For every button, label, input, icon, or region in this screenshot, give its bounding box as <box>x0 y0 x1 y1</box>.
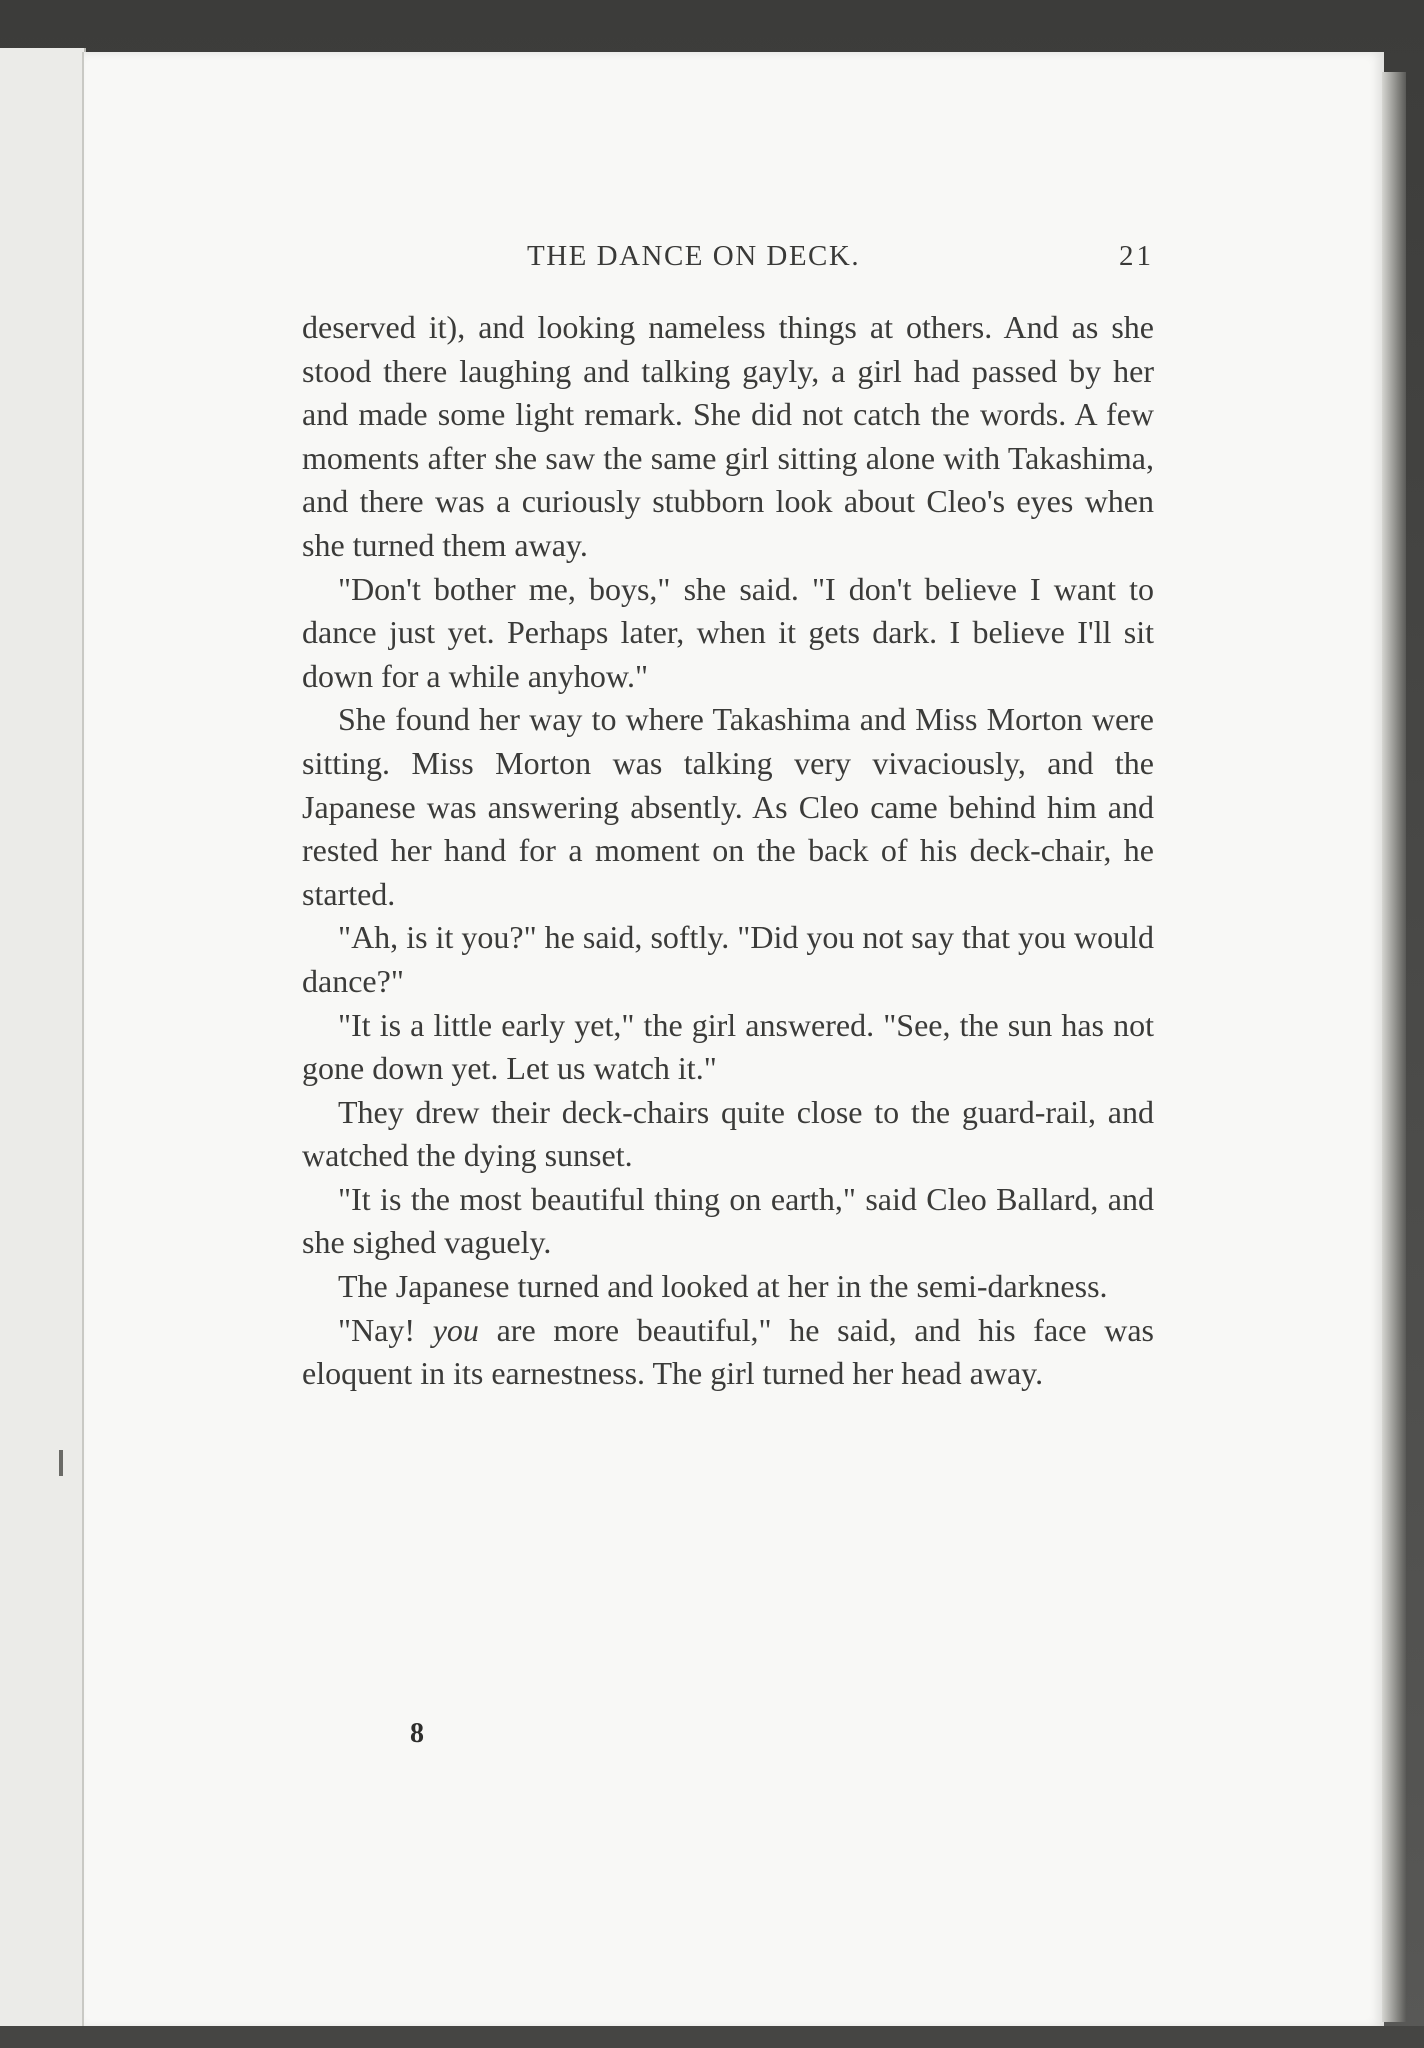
body-text <box>302 306 1154 1396</box>
paragraph-last <box>302 1309 1154 1396</box>
paragraph: "It is the most beautiful thing on earth," said Cleo Ballard, and she sighed vaguely. <box>302 1180 1154 1261</box>
paragraph: "Ah, is it you?" he said, softly. "Did you not say that you would dance?" <box>302 919 1154 999</box>
running-head <box>302 240 1154 280</box>
page-number: 21 <box>1119 240 1154 272</box>
scanner-bed-edge <box>0 2026 1424 2048</box>
facing-page-edge <box>0 48 86 2038</box>
gutter-mark <box>59 1450 63 1476</box>
text-run: "Nay! <box>338 1311 433 1348</box>
page-stack-edge <box>1382 72 1406 2022</box>
running-title: THE DANCE ON DECK. <box>527 240 861 272</box>
signature-mark: 8 <box>410 1718 424 1749</box>
paragraph: They drew their deck-chairs quite close to the guard-rail, and watched the dying sunset. <box>302 1093 1154 1174</box>
paragraph: The Japanese turned and looked at her in the semi-darkness. <box>338 1268 1108 1305</box>
paragraph: "Don't bother me, boys," she said. "I don't believe I want to dance just yet. Perhaps later, when it gets dark. I believe I'll sit down for a while anyhow." <box>302 570 1154 694</box>
paragraph: "It is a little early yet," the girl answered. "See, the sun has not gone down yet. Let us watch it." <box>302 1006 1154 1087</box>
paragraph: deserved it), and looking nameless things at others. And as she stood there laughing and talking gayly, a girl had passed by her and made some light remark. She did not catch the words. A few moments after she saw the same girl sitting alone with Takashima, and there was a curiously stubborn look about Cleo's eyes when she turned them away. <box>302 309 1154 563</box>
paragraph: She found her way to where Takashima and Miss Morton were sitting. Miss Morton was talking very vivaciously, and the Japanese was answering absently. As Cleo came behind him and rested her hand for a moment on the back of his deck-chair, he started. <box>302 701 1154 912</box>
text-run: are more beautiful," he said, and his face was eloquent in its earnestness. The girl turned her head away. <box>302 1311 1155 1392</box>
emphasized-word: you <box>432 1311 479 1348</box>
